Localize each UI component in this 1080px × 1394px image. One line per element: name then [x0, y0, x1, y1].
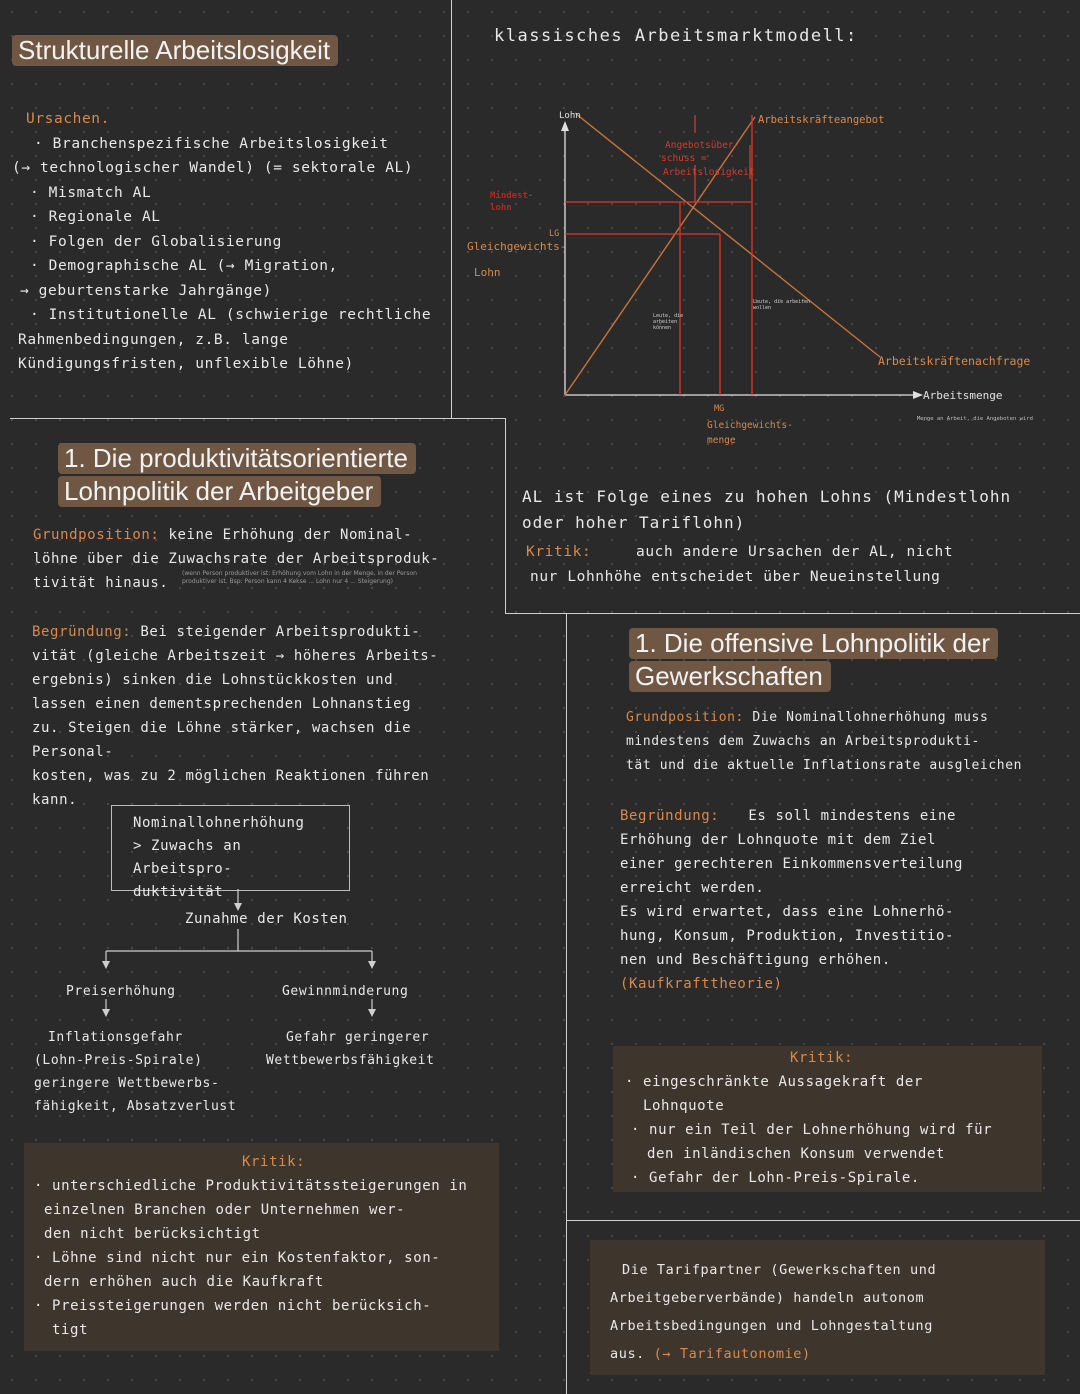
conclusion-line: oder hoher Tariflohn) [522, 513, 746, 532]
offensive-reason-line: Es wird erwartet, dass eine Lohnerhö- [620, 904, 955, 920]
offensive-theory: (Kaufkrafttheorie) [620, 976, 783, 992]
flow-left: Preiserhöhung [66, 984, 176, 999]
flow-mid: Zunahme der Kosten [185, 911, 348, 927]
autonomy [610, 1256, 1040, 1368]
position-line: tivität hinaus. [33, 575, 169, 591]
eq-qty-short: MG [714, 404, 725, 414]
productivity-criticism-line: einzelnen Branchen oder Unternehmen wer- [44, 1202, 406, 1218]
causes-label: Ursachen. [26, 111, 110, 127]
cause-line: Rahmenbedingungen, z.B. lange [18, 331, 289, 348]
left-result-line: (Lohn-Preis-Spirale) [34, 1053, 203, 1068]
structural-section [12, 107, 448, 377]
offensive-reason-line: Es soll mindestens eine [748, 808, 957, 824]
divider-v-bottom [566, 613, 567, 1394]
supply-label: Arbeitskräfteangebot [758, 114, 885, 126]
x-axis-label: Arbeitsmenge [923, 389, 1003, 402]
offensive-position-line: Die Nominallohnerhöhung muss [752, 710, 989, 725]
autonomy-line: Arbeitsbedingungen und Lohngestaltung [610, 1318, 933, 1334]
demand-qty-note-2: arbeiten [653, 319, 678, 325]
flow-right-down-head [368, 1009, 376, 1017]
autonomy-ref: (→ Tarifautonomie) [653, 1346, 811, 1362]
min-wage-label-1: Mindest- [490, 191, 534, 201]
offensive-reason-line: Erhöhung der Lohnquote mit dem Ziel [620, 832, 937, 848]
flow-left-result [34, 1026, 264, 1118]
offensive-position-label: Grundposition: [626, 710, 744, 725]
flow-box-line: duktivität [133, 884, 224, 900]
productivity-criticism-line: dern erhöhen auch die Kaufkraft [44, 1274, 324, 1290]
autonomy-line: Arbeitgeberverbände) handeln autonom [610, 1290, 925, 1306]
eq-wage-short: LG [549, 229, 560, 239]
productivity-criticism-line: · unterschiedliche Produktivitätssteigerungen in [34, 1178, 468, 1194]
reason-line: vität (gleiche Arbeitszeit → höheres Arbeits- [32, 648, 439, 664]
offensive-reason [620, 804, 1076, 996]
offensive-criticism-line: · eingeschränkte Aussagekraft der [625, 1074, 923, 1090]
supply-qty-note-1: Leute, die arbeiten [753, 299, 811, 305]
surplus-label-3: Arbeitslosigkeit [663, 167, 755, 178]
reason-line: lassen einen dementsprechenden Lohnanstieg [32, 696, 412, 712]
reason-label: Begründung: [32, 624, 132, 640]
eq-wage-label-1: Gleichgewichts- [467, 240, 567, 253]
flow-split-right-head [368, 961, 376, 969]
conclusion-line: AL ist Folge eines zu hohen Lohns (Mindestlohn [522, 487, 1012, 506]
cause-line: → geburtenstarke Jahrgänge) [20, 282, 272, 299]
cause-line: (→ technologischer Wandel) (= sektorale AL) [12, 160, 414, 176]
divider-h-left [10, 418, 506, 419]
demand-label: Arbeitskräftenachfrage [878, 354, 1031, 368]
productivity-criticism-line: · Löhne sind nicht nur ein Kostenfaktor, son- [34, 1250, 441, 1266]
position-line: keine Erhöhung der Nominal- [168, 527, 413, 543]
right-result-line: Wettbewerbsfähigkeit [266, 1053, 435, 1068]
offensive-position-line: tät und die aktuelle Inflationsrate ausgleichen [626, 758, 1023, 773]
position-label: Grundposition: [33, 527, 160, 543]
left-result-line: fähigkeit, Absatzverlust [34, 1099, 237, 1114]
reason-line: Bei steigender Arbeitsprodukti- [140, 624, 421, 640]
offensive-reason-label: Begründung: [620, 808, 720, 824]
offensive-position-line: mindestens dem Zuwachs an Arbeitsprodukti- [626, 734, 980, 749]
productivity-title: 1. Die produktivitätsorientierte Lohnpolitik der Arbeitgeber [58, 442, 416, 508]
productivity-criticism-line: · Preissteigerungen werden nicht berücksich- [34, 1298, 432, 1314]
divider-h-right [505, 613, 1080, 614]
model-criticism [526, 540, 1076, 589]
offensive-criticism-line: · Gefahr der Lohn-Preis-Spirale. [631, 1170, 920, 1186]
demand-qty-note-1: Leute, die [653, 313, 684, 319]
model-conclusion [522, 484, 1078, 536]
eq-qty-label-1: Gleichgewichts- [707, 420, 793, 431]
autonomy-line: aus. [610, 1346, 645, 1362]
cause-line: · Regionale AL [30, 209, 161, 225]
cause-line: · Folgen der Globalisierung [30, 233, 282, 250]
structural-title: Strukturelle Arbeitslosigkeit [12, 34, 338, 67]
offensive-criticism-line: den inländischen Konsum verwendet [647, 1146, 945, 1162]
x-axis-arrow [913, 391, 923, 399]
productivity-criticism-label: Kritik: [242, 1154, 306, 1170]
model-title: klassisches Arbeitsmarktmodell: [494, 26, 858, 46]
offensive-criticism-line: · nur ein Teil der Lohnerhöhung wird für [631, 1122, 993, 1138]
supply-curve [565, 117, 755, 395]
cause-line: · Branchenspezifische Arbeitslosigkeit [34, 135, 389, 152]
offensive-reason-line: hung, Konsum, Produktion, Investitio- [620, 928, 955, 944]
cause-line: · Institutionelle AL (schwierige rechtliche [30, 307, 432, 323]
criticism-line: auch andere Ursachen der AL, nicht [636, 544, 954, 560]
flow-right-result [266, 1026, 496, 1072]
reason-line: ergebnis) sinken die Lohnstückkosten und [32, 672, 394, 688]
left-result-line: Inflationsgefahr [48, 1030, 183, 1045]
cause-line: · Mismatch AL [30, 184, 152, 201]
y-axis-arrow [561, 121, 569, 131]
surplus-label-2: schuss = [661, 153, 707, 164]
flow-left-down-head [102, 1009, 110, 1017]
eq-wage-label-2: Lohn [474, 266, 501, 279]
surplus-label-1: Angebotsüber- [665, 140, 740, 151]
productivity-reason [32, 620, 497, 812]
flow-split-left-head [102, 961, 110, 969]
divider-v-top [451, 0, 452, 418]
flow-box-line: Nominallohnerhöhung [133, 815, 305, 831]
offensive-reason-line: nen und Beschäftigung erhöhen. [620, 952, 891, 968]
offensive-criticism-line: Lohnquote [643, 1098, 725, 1114]
offensive-position [626, 706, 1078, 778]
cause-line: · Demographische AL (→ Migration, [30, 258, 338, 274]
right-result-line: Gefahr geringerer [286, 1030, 430, 1045]
position-note: (wenn Person produktiver ist: Erhöhung vom Lohn in der Menge, in der Person produktiver ist. Bsp: Person kann 4 Kekse ... Lohn nur 4 ... Steigerung) [182, 570, 417, 585]
productivity-criticism-line: den nicht berücksichtigt [44, 1226, 261, 1242]
reason-line: kann. [32, 792, 78, 808]
min-wage-label-2: lohn [490, 203, 512, 213]
offensive-criticism-label: Kritik: [790, 1050, 854, 1066]
cause-line: Kündigungsfristen, unflexible Löhne) [18, 356, 354, 372]
reason-line: zu. Steigen die Löhne stärker, wachsen die Personal- [32, 720, 412, 760]
flow-box-line: > Zuwachs an Arbeitspro- [133, 838, 242, 877]
labour-market-chart [455, 95, 1075, 455]
divider-h-right-bottom [566, 1220, 1080, 1221]
offensive-title: 1. Die offensive Lohnpolitik der Gewerkschaften [629, 627, 998, 693]
offensive-reason-line: erreicht werden. [620, 880, 765, 896]
offensive-reason-line: einer gerechteren Einkommensverteilung [620, 856, 964, 872]
x-axis-note: Menge an Arbeit, die Angeboten wird [917, 416, 1033, 422]
position-line: löhne über die Zuwachsrate der Arbeitsproduk- [33, 551, 440, 567]
criticism-line: nur Lohnhöhe entscheidet über Neueinstellung [530, 568, 941, 585]
model-criticism-label: Kritik: [526, 544, 592, 560]
eq-qty-label-2: menge [707, 435, 736, 446]
reason-line: kosten, was zu 2 möglichen Reaktionen führen [32, 768, 430, 784]
productivity-criticism-line: tigt [52, 1322, 89, 1338]
supply-qty-note-2: wollen [753, 305, 772, 311]
y-axis-label: Lohn [559, 111, 581, 121]
autonomy-line: Die Tarifpartner (Gewerkschaften und [622, 1262, 937, 1278]
productivity-criticism [34, 1150, 496, 1342]
left-result-line: geringere Wettbewerbs- [34, 1076, 220, 1091]
offensive-criticism [625, 1046, 1075, 1190]
demand-qty-note-3: können [653, 325, 672, 331]
flow-right: Gewinnminderung [282, 984, 409, 999]
